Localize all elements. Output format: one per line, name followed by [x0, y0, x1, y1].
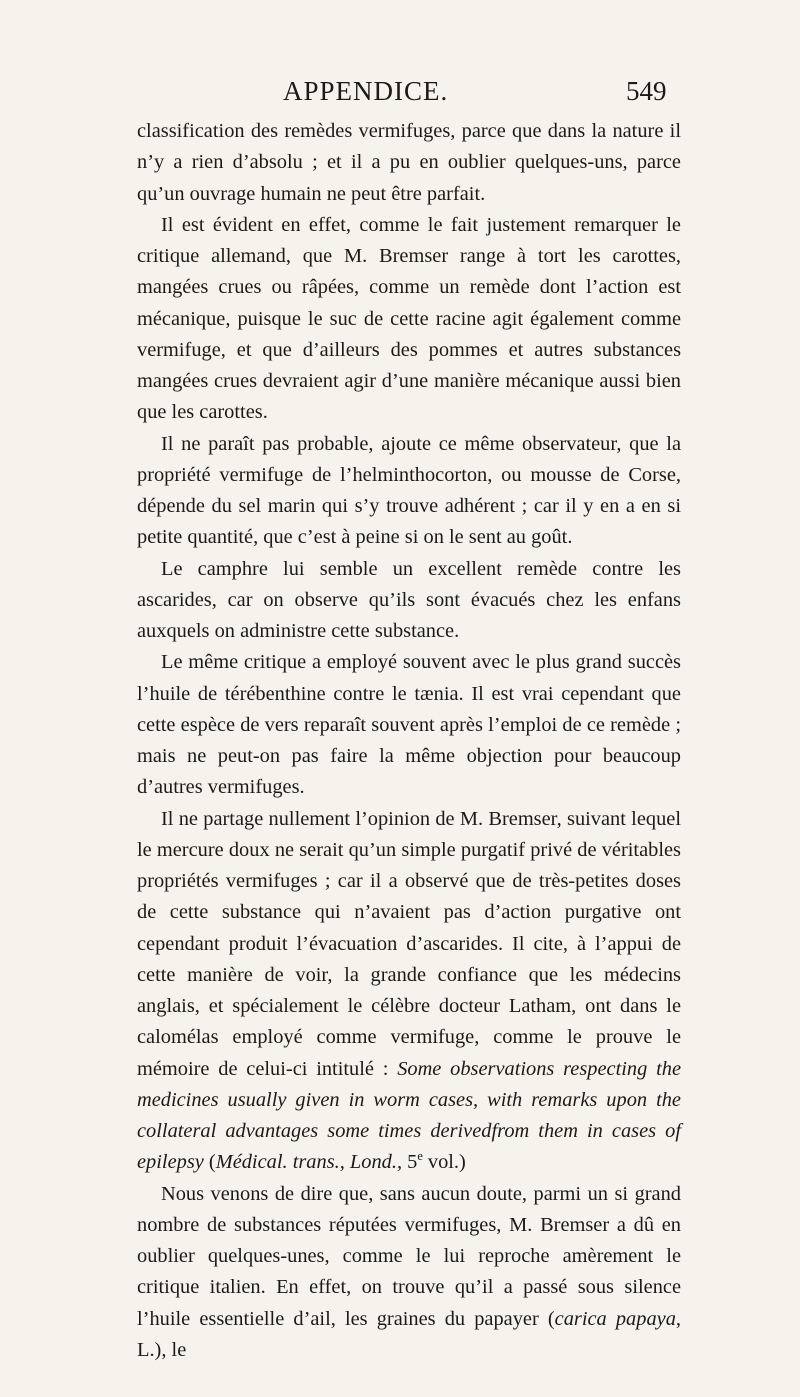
paragraph-7-text: Nous venons de dire que, sans aucun doute, parmi un si grand nombre de substances réputées vermifuges, M. Bremser a dû en oublier quelques-unes, comme le lui reproche amèrement le critique italien. En effet, on trouve qu’il a passé sous silence l’huile essentielle d’ail, les graines du papayer ( [137, 1182, 681, 1330]
paragraph-3: Il ne paraît pas probable, ajoute ce même observateur, que la propriété vermifuge de l’helminthocorton, ou mousse de Corse, dépende du sel marin qui s’y trouve adhérent ; car il y en a en si petite quantité, que c’est à peine si on le sent au goût. [137, 432, 681, 549]
page-header [0, 72, 800, 112]
paragraph-1: classification des remèdes vermifuges, parce que dans la nature il n’y a rien d’absolu ; et il a pu en oublier quelques-uns, parce qu’un ouvrage humain ne peut être parfait. [137, 120, 681, 205]
citation-volume: 5 [402, 1151, 418, 1174]
paragraph-7-end: , L.), le [137, 1307, 681, 1361]
paragraph-2: Il est évident en effet, comme le fait justement remarquer le critique allemand, que M. Bremser range à tort les carottes, mangées crues ou râpées, comme un remède dont l’action est mécanique, puisque le suc de cette racine agit également comme vermifuge, et que d’ailleurs des pommes et autres substances mangées crues devraient agir d’une manière mécanique aussi bien que les carottes. [137, 213, 681, 424]
paragraph-5: Le même critique a employé souvent avec le plus grand succès l’huile de térébenthine contre le tænia. Il est vrai cependant que cette espèce de vers reparaît souvent après l’emploi de ce remède ; mais ne peut-on pas faire la même objection pour beaucoup d’autres vermifuges. [137, 651, 681, 799]
page-number: 549 [626, 76, 667, 106]
citation-close: vol.) [422, 1151, 466, 1174]
paragraph-6-text: Il ne partage nullement l’opinion de M. Bremser, suivant lequel le mercure doux ne serait qu’un simple purgatif privé de véritables propriétés vermifuges ; car il a observé que de très-petites doses de cette substance qui n’avaient pas d’action purgative ont cependant produit l’évacuation d’ascarides. Il cite, à l’appui de cette manière de voir, la grande confiance que les médecins anglais, et spécialement le célèbre docteur Latham, ont dans le calomélas employé comme vermifuge, comme le prouve le mémoire de celui-ci intitulé : [137, 807, 681, 1080]
citation-open: ( [203, 1151, 216, 1174]
citation-volume-sup: e [417, 1149, 423, 1164]
body-text [137, 116, 681, 1366]
paragraph-7 [137, 1179, 681, 1367]
paragraph-6 [137, 804, 681, 1179]
memoir-title: Some observations respecting the medicines usually given in worm cases, with remarks upon the collateral advantages some times derivedfrom them in cases of epilepsy [137, 1057, 681, 1174]
species-name: carica papaya [554, 1307, 676, 1330]
paragraph-4: Le camphre lui semble un excellent remède contre les ascarides, car on observe qu’ils sont évacués chez les enfans auxquels on administre cette substance. [137, 557, 681, 642]
citation-journal: Médical. trans., Lond., [215, 1151, 403, 1174]
running-head: APPENDICE. [283, 76, 449, 106]
